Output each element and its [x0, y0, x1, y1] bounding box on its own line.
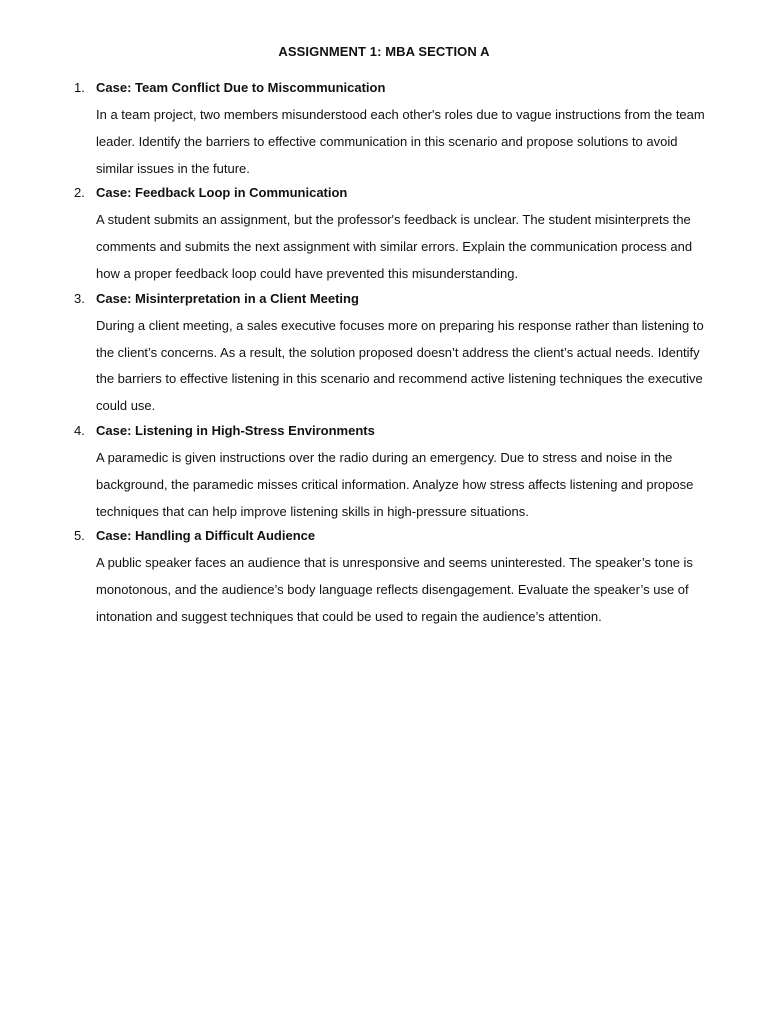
case-list [0, 78, 768, 632]
case-body: A paramedic is given instructions over the radio during an emergency. Due to stress and noise in the background, the paramedic misses critical information. Analyze how stress affects listening and propose techniques that can help improve listening skills in high-pressure situations. [96, 449, 694, 519]
case-body: In a team project, two members misunderstood each other's roles due to vague instructions from the team leader. Identify the barriers to effective communication in this scenario and propose solutions to avoid similar issues in the future. [96, 107, 705, 176]
document-title: ASSIGNMENT 1: MBA SECTION A [278, 44, 490, 59]
case-item [0, 78, 768, 182]
case-heading: Case: Team Conflict Due to Miscommunication [96, 80, 386, 95]
case-heading: Case: Feedback Loop in Communication [96, 185, 348, 201]
case-body: During a client meeting, a sales executive focuses more on preparing his response rather than listening to the client’s concerns. As a result, the solution proposed doesn’t address the client’s actual needs. Identify the barriers to effective listening in this scenario and recommend active listening techniques the executive could use. [96, 317, 704, 414]
case-number: 4. [74, 422, 85, 438]
case-item [0, 526, 768, 630]
case-item [0, 289, 768, 420]
case-body: A student submits an assignment, but the professor's feedback is unclear. The student misinterprets the comments and submits the next assignment with similar errors. Explain the communication process and how a proper feedback loop could have prevented this misunderstanding. [96, 212, 693, 281]
case-heading: Case: Misinterpretation in a Client Meeting [96, 290, 359, 306]
case-heading: Case: Listening in High-Stress Environments [96, 422, 375, 438]
case-item [0, 421, 768, 525]
case-number: 3. [74, 290, 85, 306]
case-number: 5. [74, 528, 85, 544]
case-item [0, 183, 768, 287]
case-heading: Case: Handling a Difficult Audience [96, 528, 316, 544]
case-number: 1. [74, 80, 85, 95]
case-number: 2. [74, 185, 85, 201]
case-body: A public speaker faces an audience that is unresponsive and seems uninterested. The speaker’s tone is monotonous, and the audience’s body language reflects disengagement. Evaluate the speaker’s use of intonation and suggest techniques that could be used to regain the audience’s attention. [96, 555, 693, 624]
